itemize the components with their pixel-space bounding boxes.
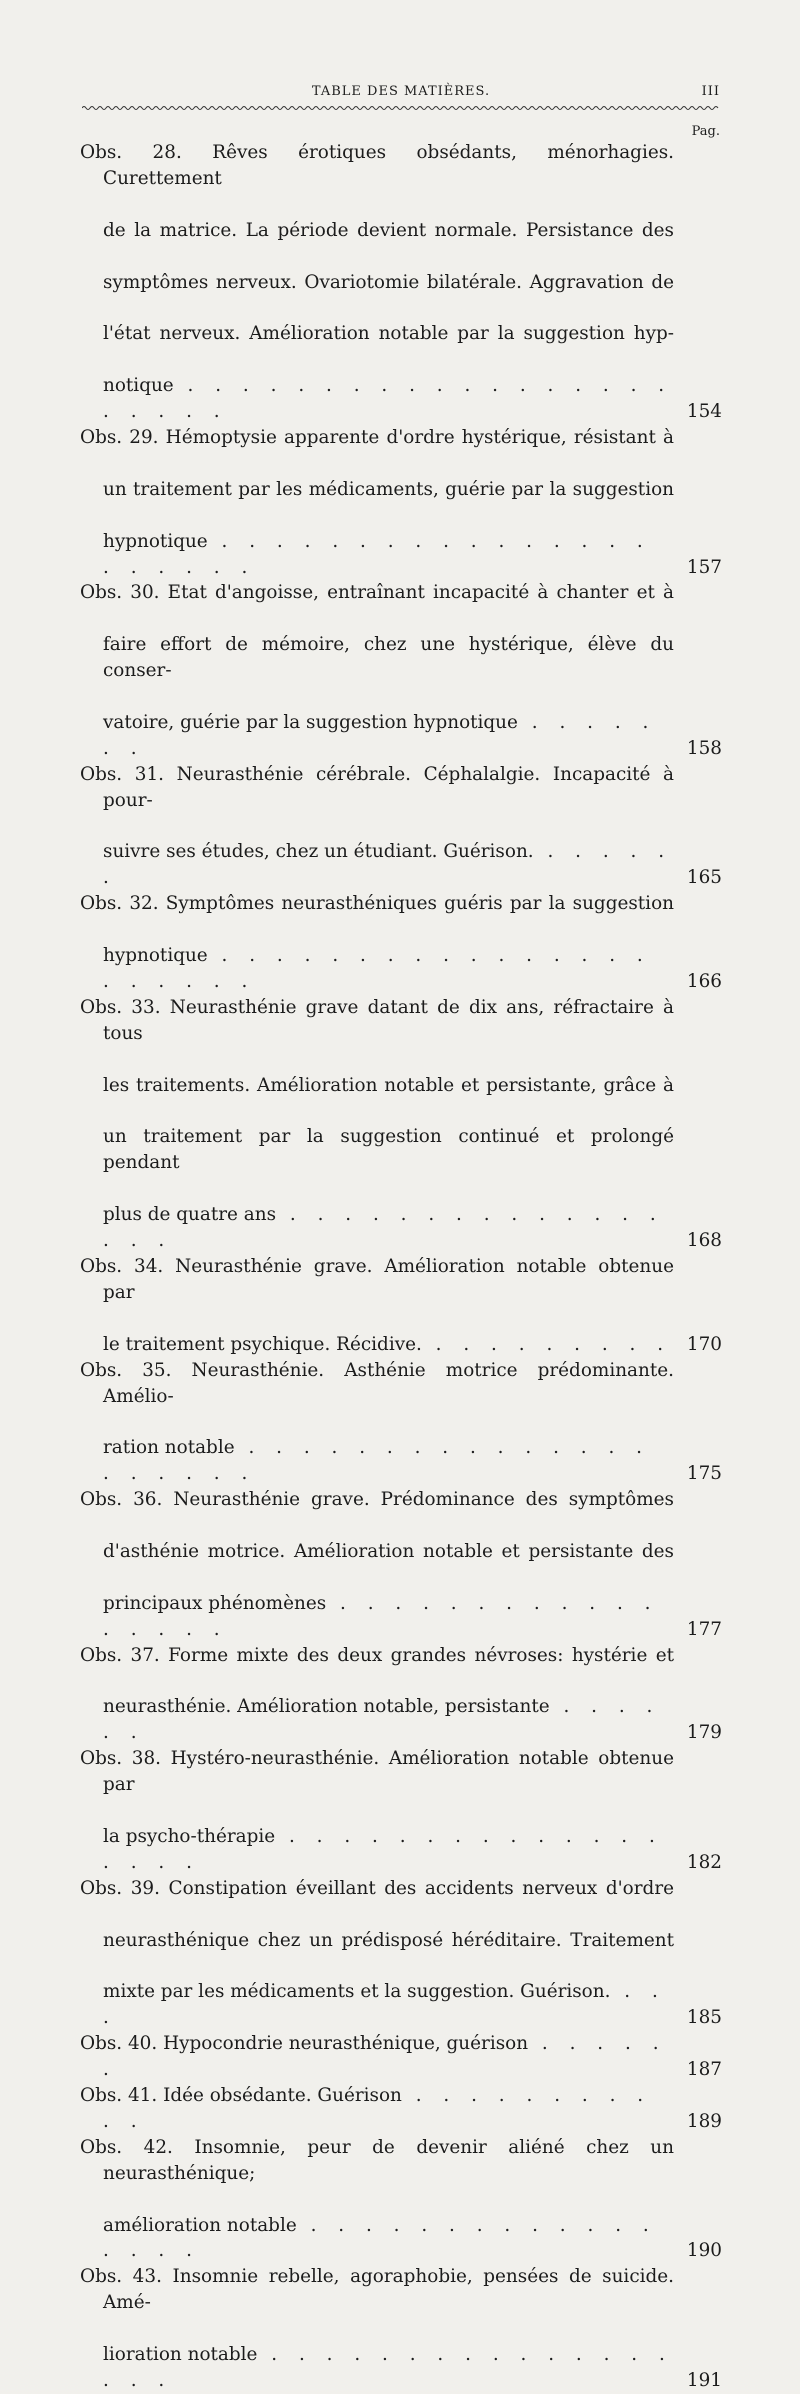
leader-dots: . . . . . . . . . . . . . . . . . — [103, 1204, 664, 1252]
toc-entry-line: faire effort de mémoire, chez une hystérique, élève du conser- — [103, 634, 674, 682]
toc-entry-line: suivre ses études, chez un étudiant. Guérison. . . . . . . — [103, 841, 673, 889]
toc-entry-page: 191 — [686, 2369, 722, 2391]
toc-entry-line: les traitements. Amélioration notable et persistante, grâce à — [103, 1074, 674, 1096]
toc-entry-line: Obs. 36. Neurasthénie grave. Prédominance des symptômes — [80, 1489, 674, 1511]
toc-entry-line: Obs. 29. Hémoptysie apparente d'ordre hystérique, résistant à — [80, 426, 674, 448]
toc-entry — [80, 140, 722, 425]
toc-entry — [80, 580, 722, 761]
toc-entry — [80, 995, 722, 1254]
leader-dots: . . . . . . . . . . . . . . . . . . — [103, 2344, 673, 2391]
leader-dots: . . . . . . — [103, 2033, 667, 2081]
toc-entry — [80, 2135, 722, 2265]
toc-entry — [80, 1876, 722, 2031]
toc-entry — [80, 2083, 722, 2135]
toc-entry-page: 165 — [686, 867, 722, 889]
toc-entry-page: 182 — [686, 1851, 722, 1873]
toc-entry — [80, 1358, 722, 1488]
toc-entry-page: 170 — [686, 1333, 722, 1355]
toc-entries — [80, 140, 722, 2394]
toc-entry-line: Obs. 32. Symptômes neurasthéniques guéris par la suggestion — [80, 893, 674, 915]
toc-entry-line: hypnotique . . . . . . . . . . . . . . . . . . . . . . — [103, 530, 651, 578]
toc-entry-page: 190 — [686, 2240, 722, 2262]
toc-entry-line: d'asthénie motrice. Amélioration notable et persistante des — [103, 1540, 674, 1562]
toc-entry-line: Obs. 41. Idée obsédante. Guérison . . . . . . . . . . . — [80, 2084, 652, 2132]
toc-entry-line: un traitement par les médicaments, guérie par la suggestion — [103, 478, 674, 500]
toc-entry-page: 157 — [686, 556, 722, 578]
toc-entry — [80, 1746, 722, 1876]
leader-dots: . . . . . . . . . . . . . . . . . . . . . . . — [103, 375, 673, 423]
leader-dots: . . . . . . . . . . . . . . . . . . . . . . — [103, 530, 651, 578]
toc-entry-line: hypnotique . . . . . . . . . . . . . . . . . . . . . . — [103, 945, 651, 992]
toc-entry-page: 154 — [686, 401, 722, 423]
toc-entry-page: 185 — [686, 2007, 722, 2029]
leader-dots: . . . . . . — [103, 1696, 661, 1744]
toc-entry — [80, 1643, 722, 1747]
toc-entry-line: principaux phénomènes . . . . . . . . . . . . . . . . . — [103, 1592, 659, 1640]
toc-entry-line: l'état nerveux. Amélioration notable par la suggestion hyp- — [103, 323, 674, 345]
toc-entry-line: Obs. 35. Neurasthénie. Asthénie motrice prédominante. Amélio- — [80, 1359, 674, 1407]
toc-entry-line: plus de quatre ans . . . . . . . . . . . . . . . . . — [103, 1204, 664, 1252]
toc-entry-page: 189 — [686, 2110, 722, 2132]
leader-dots: . . . — [103, 1981, 666, 2029]
leader-dots: . . . . . . . . . . . — [103, 2084, 652, 2132]
toc-entry-line: Obs. 38. Hystéro-neurasthénie. Amélioration notable obtenue par — [80, 1748, 674, 1796]
toc-entry-line: Obs. 34. Neurasthénie grave. Amélioration notable obtenue par — [80, 1255, 674, 1303]
toc-entry-line: un traitement par la suggestion continué et prolongé pendant — [103, 1126, 674, 1174]
running-header — [82, 84, 720, 104]
toc-entry — [80, 762, 722, 892]
leader-dots: . . . . . . . . . . . . . . . . . — [103, 2214, 657, 2262]
toc-entry-line: la psycho-thérapie . . . . . . . . . . . . . . . . . . — [103, 1825, 663, 1873]
toc-entry-line: vatoire, guérie par la suggestion hypnotique . . . . . . . — [103, 711, 657, 759]
toc-entry-line: notique . . . . . . . . . . . . . . . . . . . . . . . — [103, 375, 673, 423]
toc-entry-line: Obs. 40. Hypocondrie neurasthénique, guérison . . . . . . — [80, 2033, 667, 2081]
toc-entry — [80, 2264, 722, 2394]
leader-dots: . . . . . . . . . . . . . . . . . . — [103, 1825, 663, 1873]
leader-dots: . . . . . . . . . . . . . . . . . . . . . . — [103, 945, 651, 992]
toc-entry-line: ration notable . . . . . . . . . . . . . . . . . . . . . — [103, 1437, 650, 1485]
toc-entry-line: Obs. 28. Rêves érotiques obsédants, ménorhagies. Curettement — [80, 142, 674, 189]
toc-entry-page: 168 — [686, 1230, 722, 1252]
toc-entry-line: Obs. 39. Constipation éveillant des accidents nerveux d'ordre — [80, 1877, 674, 1899]
toc-entry-line: Obs. 37. Forme mixte des deux grandes névroses: hystérie et — [80, 1644, 674, 1666]
header-title: TABLE DES MATIÈRES. — [311, 84, 491, 99]
leader-dots: . . . . . . . . . — [421, 1333, 672, 1355]
toc-entry — [80, 891, 722, 995]
leader-dots: . . . . . . — [103, 841, 673, 889]
toc-entry-page: 187 — [686, 2059, 722, 2081]
toc-entry-line: Obs. 33. Neurasthénie grave datant de dix ans, réfractaire à tous — [80, 996, 674, 1044]
toc-entry-page: 166 — [686, 971, 722, 992]
header-page-number: III — [701, 84, 720, 99]
toc-entry-line: Obs. 30. Etat d'angoisse, entraînant incapacité à chanter et à — [80, 582, 674, 604]
page-column-label: Pag. — [691, 124, 720, 139]
toc-entry-line: lioration notable . . . . . . . . . . . . . . . . . . — [103, 2344, 673, 2391]
leader-dots: . . . . . . . — [103, 711, 657, 759]
toc-entry-line: Obs. 42. Insomnie, peur de devenir aliéné chez un neurasthénique; — [80, 2136, 674, 2184]
toc-entry-page: 158 — [686, 737, 722, 759]
toc-entry — [80, 1254, 722, 1358]
toc-entry — [80, 425, 722, 580]
toc-entry-page: 179 — [686, 1722, 722, 1744]
toc-entry — [80, 1487, 722, 1642]
toc-entry-line: le traitement psychique. Récidive. . . . . . . . . . — [103, 1333, 672, 1355]
toc-entry-line: symptômes nerveux. Ovariotomie bilatérale. Aggravation de — [103, 271, 674, 293]
wavy-rule — [82, 103, 720, 113]
toc-entry-line: de la matrice. La période devient normale. Persistance des — [103, 219, 674, 241]
toc-entry-page: 177 — [686, 1618, 722, 1640]
leader-dots: . . . . . . . . . . . . . . . . . — [103, 1592, 659, 1640]
toc-entry-line: neurasthénie. Amélioration notable, persistante . . . . . . — [103, 1696, 661, 1744]
toc-entry-line: mixte par les médicaments et la suggestion. Guérison. . . . — [103, 1981, 666, 2029]
toc-entry-line: amélioration notable . . . . . . . . . . . . . . . . . — [103, 2214, 657, 2262]
toc-entry-line: Obs. 31. Neurasthénie cérébrale. Céphalalgie. Incapacité à pour- — [80, 763, 674, 811]
toc-entry-line: Obs. 43. Insomnie rebelle, agoraphobie, pensées de suicide. Amé- — [80, 2266, 674, 2314]
leader-dots: . . . . . . . . . . . . . . . . . . . . . — [103, 1437, 650, 1485]
toc-entry-page: 175 — [686, 1463, 722, 1485]
toc-entry-line: neurasthénique chez un prédisposé héréditaire. Traitement — [103, 1929, 674, 1951]
toc-entry — [80, 2031, 722, 2083]
